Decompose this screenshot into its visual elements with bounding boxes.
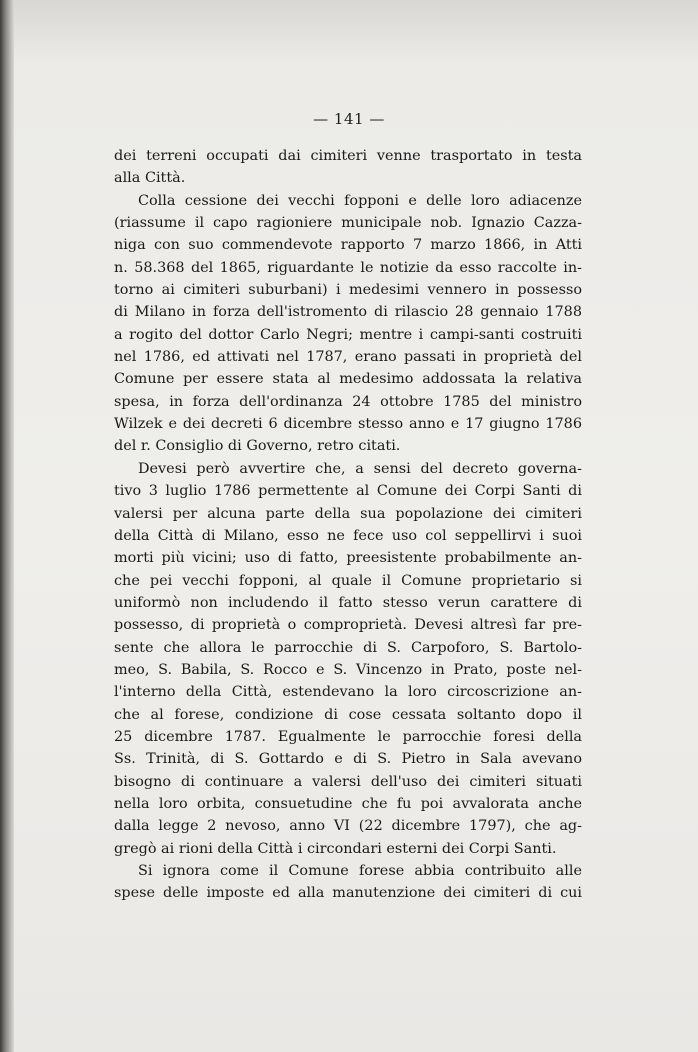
body-text xyxy=(114,145,582,905)
paragraph xyxy=(114,458,582,860)
text-line: del r. Consiglio di Governo, retro citati. xyxy=(114,438,401,455)
text-line: l'interno della Città, estendevano la loro circoscrizione an- xyxy=(114,684,582,701)
text-line: 25 dicembre 1787. Egualmente le parrocchie foresi della xyxy=(114,728,582,745)
text-line: spese delle imposte ed alla manutenzione dei cimiteri di cui xyxy=(114,885,582,902)
text-line: tivo 3 luglio 1786 permettente al Comune dei Corpi Santi di xyxy=(114,483,582,500)
text-line: meo, S. Babila, S. Rocco e S. Vincenzo in Prato, poste nel- xyxy=(114,661,582,678)
text-line: che al forese, condizione di cose cessata soltanto dopo il xyxy=(114,706,582,723)
text-line: n. 58.368 del 1865, riguardante le notizie da esso raccolte in- xyxy=(114,259,582,276)
text-line: Devesi però avvertire che, a sensi del decreto governa- xyxy=(138,460,582,477)
text-line: possesso, di proprietà o comproprietà. Devesi altresì far pre- xyxy=(114,617,582,634)
text-line: che pei vecchi fopponi, al quale il Comune proprietario si xyxy=(114,572,582,589)
paragraph xyxy=(114,190,582,458)
text-line: sente che allora le parrocchie di S. Carpoforo, S. Bartolo- xyxy=(114,639,582,656)
text-line: di Milano in forza dell'istromento di rilascio 28 gennaio 1788 xyxy=(114,304,582,321)
text-line: Colla cessione dei vecchi fopponi e delle loro adiacenze xyxy=(138,192,582,209)
text-line: valersi per alcuna parte della sua popolazione dei cimiteri xyxy=(114,505,582,522)
text-line: gregò ai rioni della Città i circondari esterni dei Corpi Santi. xyxy=(114,840,557,857)
text-line: torno ai cimiteri suburbani) i medesimi vennero in possesso xyxy=(114,282,582,299)
text-line: Si ignora come il Comune forese abbia contribuito alle xyxy=(138,863,582,879)
text-line: nella loro orbita, consuetudine che fu poi avvalorata anche xyxy=(114,795,582,812)
text-line: uniformò non includendo il fatto stesso verun carattere di xyxy=(114,594,582,611)
paragraph xyxy=(114,145,582,190)
text-line: morti più vicini; uso di fatto, preesistente probabilmente an- xyxy=(114,550,582,567)
page-number: — 141 — xyxy=(313,110,385,128)
paragraph xyxy=(114,860,582,905)
text-line: Ss. Trinità, di S. Gottardo e di S. Pietro in Sala avevano xyxy=(114,751,582,768)
text-line: dei terreni occupati dai cimiteri venne trasportato in testa xyxy=(114,148,582,164)
text-line: Comune per essere stata al medesimo addossata la relativa xyxy=(114,371,582,388)
text-line: alla Città. xyxy=(114,170,186,187)
text-line: nel 1786, ed attivati nel 1787, erano passati in proprietà del xyxy=(114,349,582,366)
text-line: dalla legge 2 nevoso, anno VI (22 dicembre 1797), che ag- xyxy=(114,818,582,835)
text-line: della Città di Milano, esso ne fece uso col seppellirvi i suoi xyxy=(114,527,582,544)
text-line: a rogito del dottor Carlo Negri; mentre i campi-santi costruiti xyxy=(114,326,582,343)
text-line: bisogno di continuare a valersi dell'uso dei cimiteri situati xyxy=(114,773,582,790)
text-line: (riassume il capo ragioniere municipale nob. Ignazio Cazza- xyxy=(114,215,582,232)
text-line: spesa, in forza dell'ordinanza 24 ottobre 1785 del ministro xyxy=(114,393,582,410)
text-line: niga con suo commendevote rapporto 7 marzo 1866, in Atti xyxy=(114,237,582,254)
text-line: Wilzek e dei decreti 6 dicembre stesso anno e 17 giugno 1786 xyxy=(114,416,582,433)
